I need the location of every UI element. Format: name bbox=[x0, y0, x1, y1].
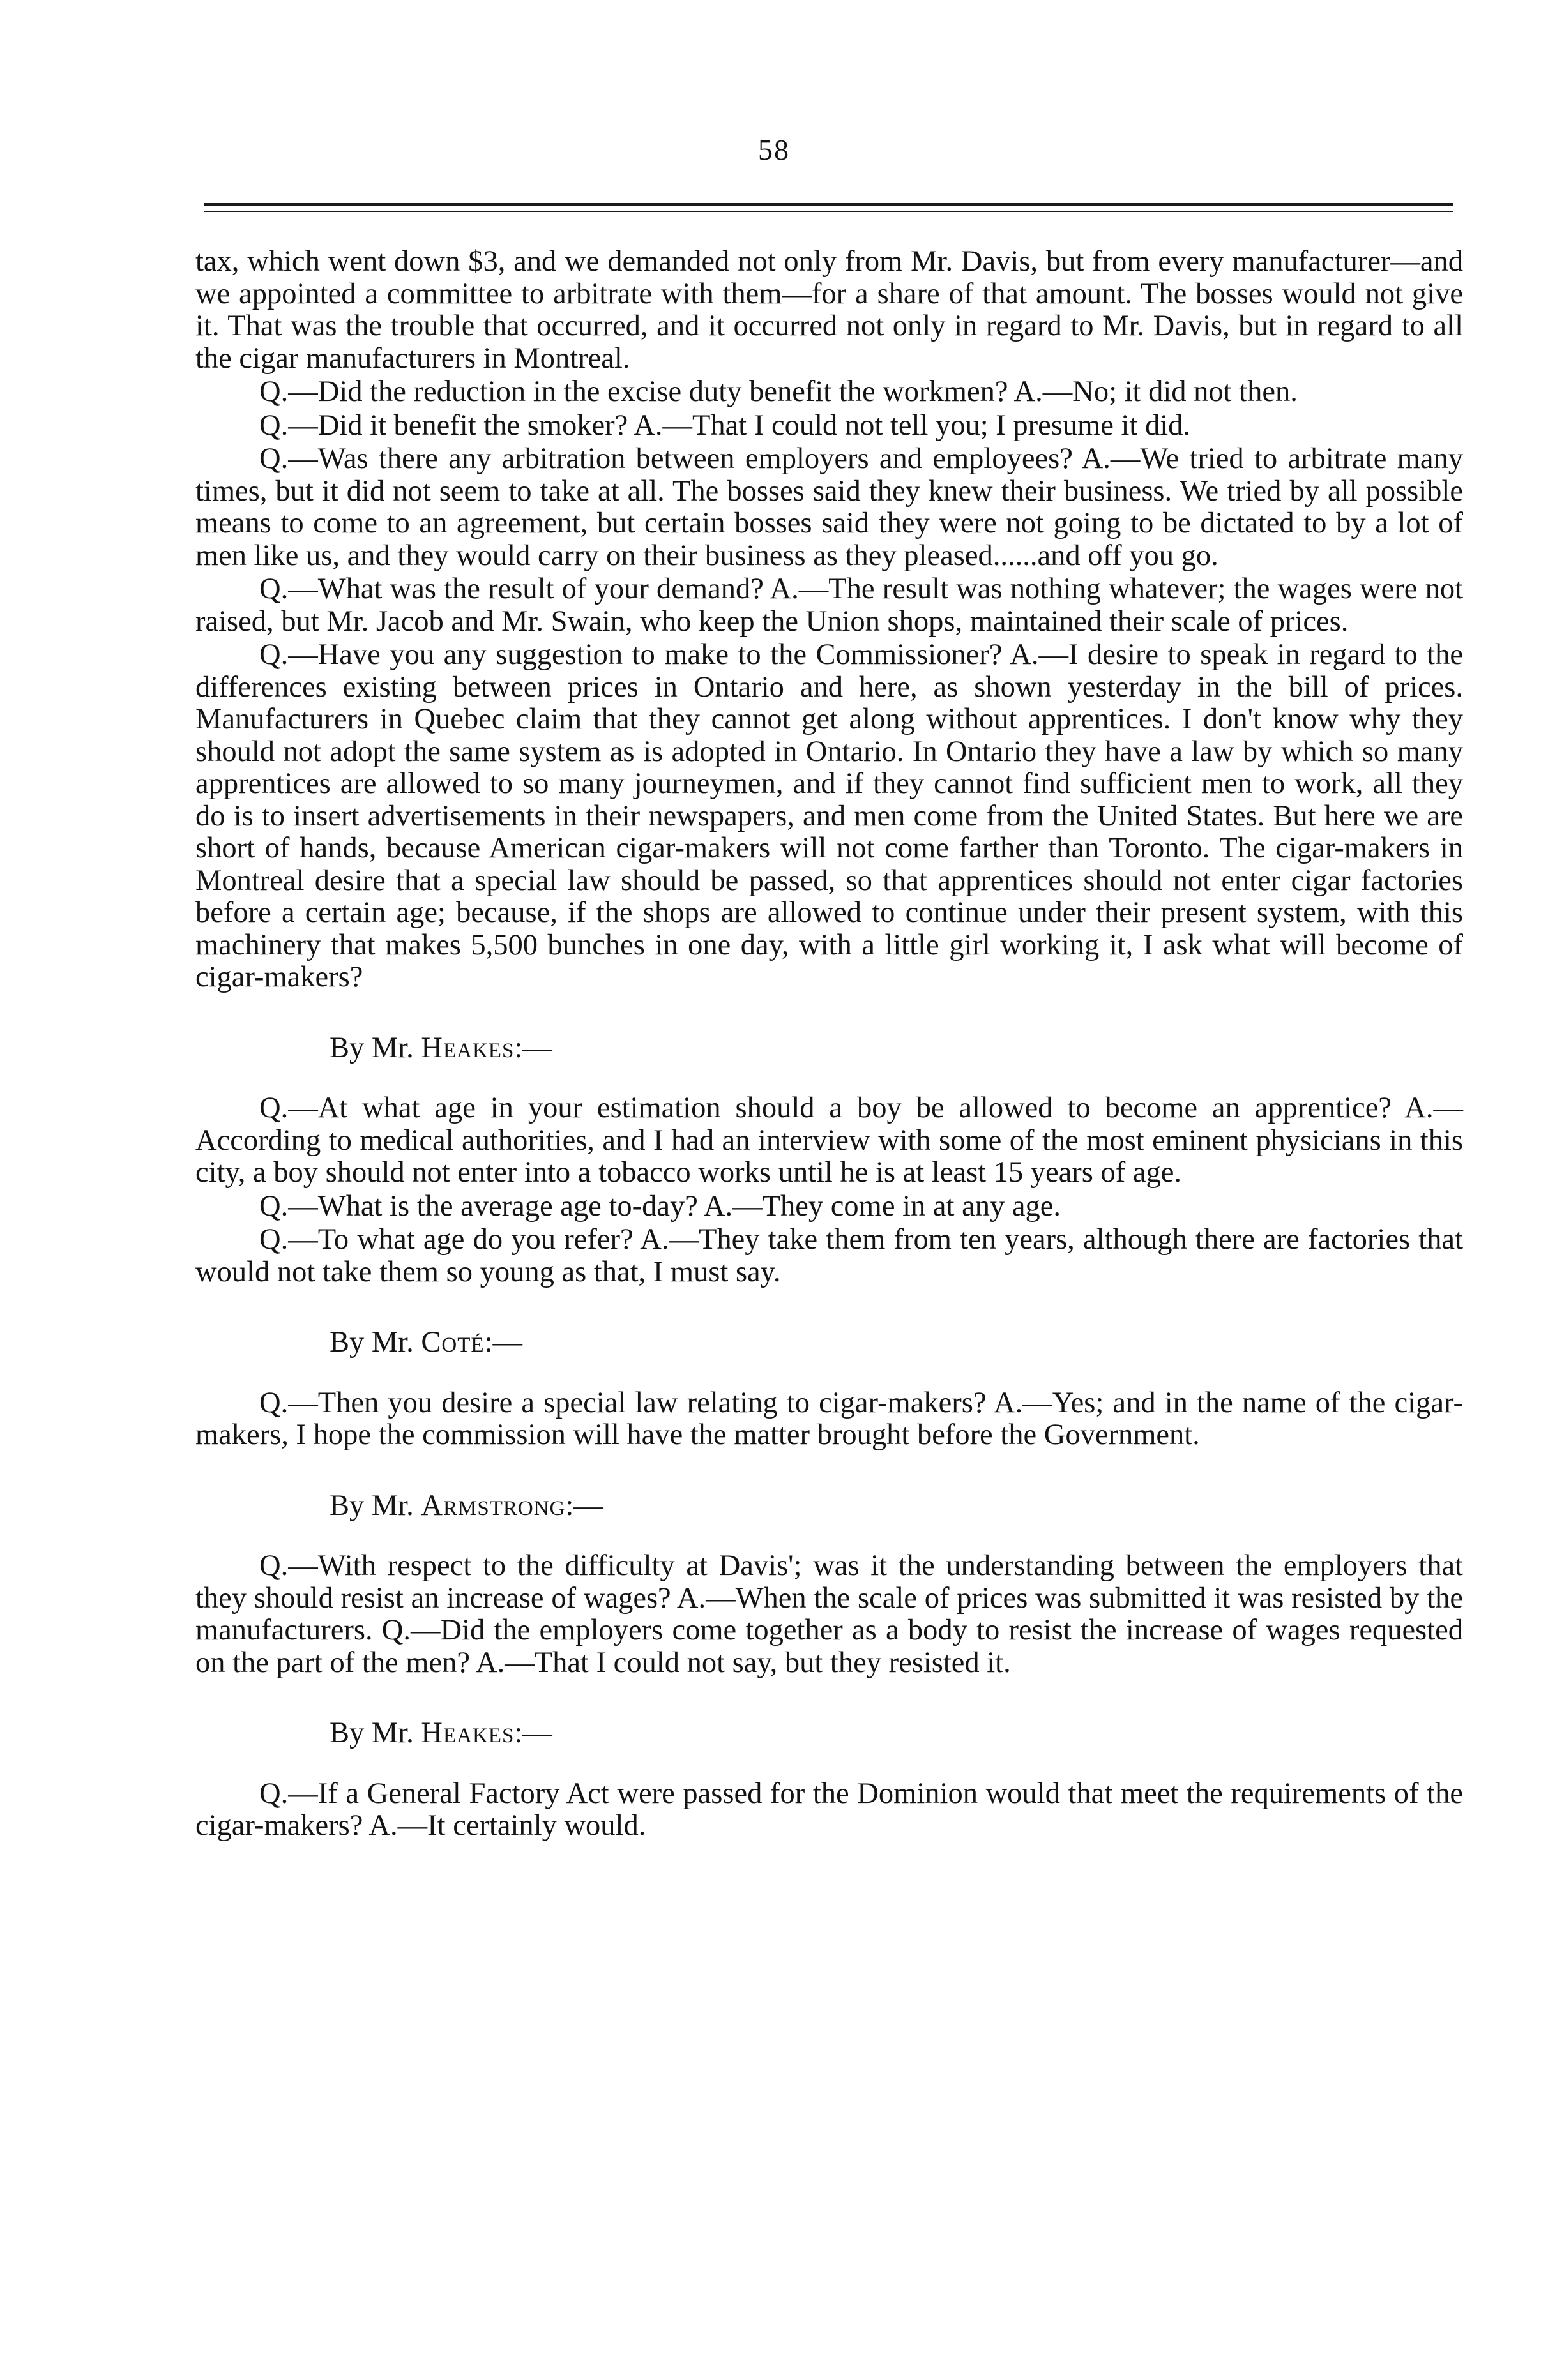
question-answer-paragraph: Q.—Have you any suggestion to make to the Commissioner? A.—I desire to speak in regard to the differences existing between prices in Ontario and here, as shown yesterday in the bill of prices. Manufacturers in Quebec claim that they cannot get along without apprentices. I don't know why they should not adopt the same system as is adopted in Ontario. In Ontario they have a law by which so many apprentices are allowed to so many journeymen, and if they cannot find sufficient men to work, all they do is to insert advertisements in their newspapers, and men come from the United States. But here we are short of hands, because American cigar-makers will not come farther than Toronto. The cigar-makers in Montreal desire that a special law should be passed, so that apprentices should not enter cigar factories before a certain age; because, if the shops are allowed to continue under their present system, with this machinery that makes 5,500 bunches in one day, with a little girl working it, I ask what will become of cigar-makers? bbox=[195, 638, 1463, 993]
testimony-body bbox=[195, 246, 1463, 1842]
speaker-prefix: By Mr. bbox=[330, 1326, 414, 1359]
question-answer-paragraph: Q.—If a General Factory Act were passed for the Dominion would that meet the requirements of the cigar-makers? A.—It certainly would. bbox=[195, 1777, 1463, 1842]
speaker-prefix: By Mr. bbox=[330, 1489, 414, 1522]
question-answer-paragraph: Q.—What is the average age to-day? A.—They come in at any age. bbox=[259, 1189, 1061, 1223]
speaker-heading bbox=[195, 1327, 1463, 1359]
speaker-heading bbox=[195, 1490, 1463, 1523]
speaker-name: Heakes bbox=[421, 1717, 515, 1749]
speaker-prefix: By Mr. bbox=[330, 1031, 414, 1064]
paragraph-continuation: tax, which went down $3, and we demanded not only from Mr. Davis, but from every manufacturer—and we appointed a committee to arbitrate with them—for a share of that amount. The bosses would not give it. That was the trouble that occurred, and it occurred not only in regard to Mr. Davis, but in regard to all the cigar manufacturers in Montreal. bbox=[195, 245, 1463, 375]
header-rule-thick bbox=[204, 203, 1453, 206]
speaker-name: Coté bbox=[421, 1326, 485, 1359]
page-number: 58 bbox=[758, 133, 790, 166]
question-answer-paragraph: Q.—What was the result of your demand? A.—The result was nothing whatever; the wages were not raised, but Mr. Jacob and Mr. Swain, who keep the Union shops, maintained their scale of prices. bbox=[195, 573, 1463, 638]
speaker-prefix: By Mr. bbox=[330, 1717, 414, 1749]
question-answer-paragraph: Q.—To what age do you refer? A.—They take them from ten years, although there are factories that would not take them so young as that, I must say. bbox=[195, 1223, 1463, 1288]
header-rule-thin bbox=[204, 211, 1453, 212]
question-answer-paragraph: Q.—Did the reduction in the excise duty benefit the workmen? A.—No; it did not then. bbox=[259, 375, 1298, 408]
question-answer-paragraph: Q.—Then you desire a special law relating to cigar-makers? A.—Yes; and in the name of the cigar-makers, I hope the commission will have the matter brought before the Government. bbox=[195, 1386, 1463, 1451]
speaker-name: Armstrong bbox=[421, 1489, 566, 1522]
speaker-suffix: :— bbox=[484, 1326, 522, 1359]
speaker-suffix: :— bbox=[514, 1031, 552, 1064]
question-answer-paragraph: Q.—With respect to the difficulty at Davis'; was it the understanding between the employers that they should resist an increase of wages? A.—When the scale of prices was submitted it was resisted by the manufacturers. Q.—Did the employers come together as a body to resist the increase of wages requested on the part of the men? A.—That I could not say, but they resisted it. bbox=[195, 1549, 1463, 1679]
question-answer-paragraph: Q.—At what age in your estimation should a boy be allowed to become an apprentice? A.—According to medical authorities, and I had an interview with some of the most eminent physicians in this city, a boy should not enter into a tobacco works until he is at least 15 years of age. bbox=[195, 1092, 1463, 1189]
speaker-heading bbox=[195, 1032, 1463, 1065]
speaker-heading bbox=[195, 1717, 1463, 1750]
question-answer-paragraph: Q.—Did it benefit the smoker? A.—That I could not tell you; I presume it did. bbox=[259, 409, 1191, 442]
question-answer-paragraph: Q.—Was there any arbitration between employers and employees? A.—We tried to arbitrate many times, but it did not seem to take at all. The bosses said they knew their business. We tried by all possible means to come to an agreement, but certain bosses said they were not going to be dictated to by a lot of men like us, and they would carry on their business as they pleased......and off you go. bbox=[195, 442, 1463, 572]
speaker-name: Heakes bbox=[421, 1031, 515, 1064]
speaker-suffix: :— bbox=[514, 1717, 552, 1749]
speaker-suffix: :— bbox=[565, 1489, 603, 1522]
